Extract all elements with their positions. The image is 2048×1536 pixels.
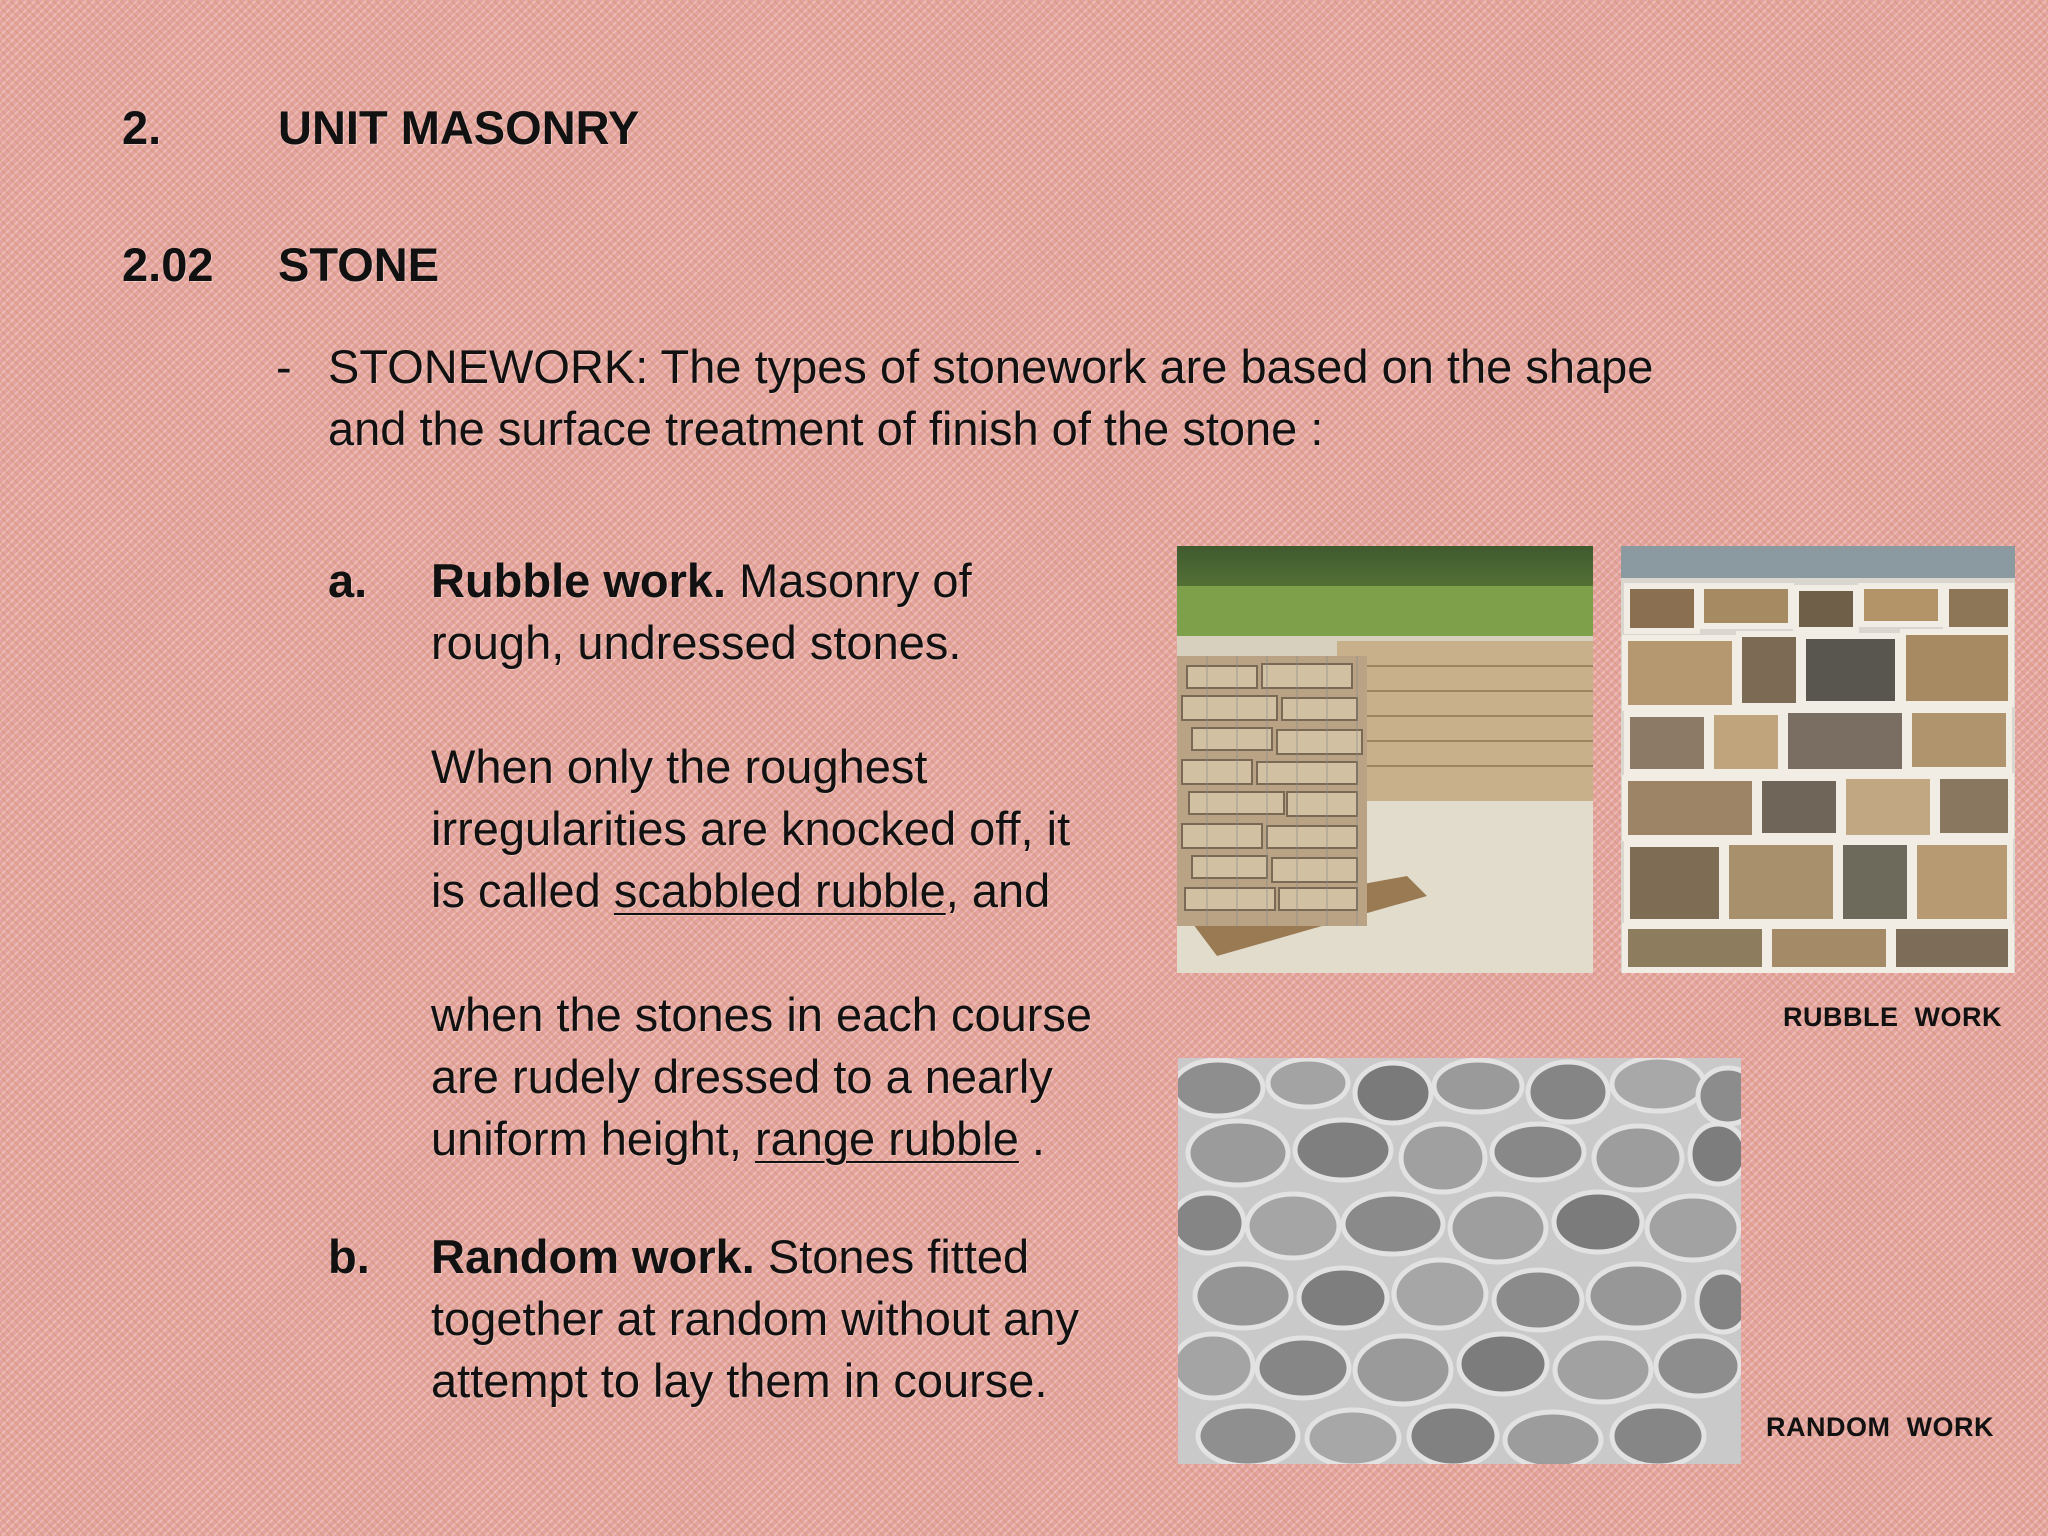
- item-a-line: uniform height, range rubble .: [431, 1112, 1045, 1165]
- intro-bullet: -: [276, 340, 292, 393]
- subsection-number: 2.02: [122, 238, 214, 291]
- random-work-photo: [1178, 1058, 1741, 1464]
- item-b-marker: b.: [328, 1230, 370, 1283]
- item-a-marker: a.: [328, 554, 368, 607]
- subsection-title: STONE: [278, 238, 440, 291]
- item-a-line: are rudely dressed to a nearly: [431, 1050, 1053, 1103]
- rubble-cage-photo: [1177, 546, 1593, 973]
- intro-paragraph: [328, 336, 1828, 460]
- item-a-line: When only the roughest: [431, 740, 928, 793]
- item-b-line: Random work. Stones fitted: [431, 1230, 1030, 1283]
- item-b-bold: Random work.: [431, 1230, 755, 1283]
- scabbled-rubble-term: scabbled rubble: [613, 864, 946, 917]
- item-a-line: when the stones in each course: [431, 988, 1093, 1041]
- intro-line: STONEWORK: The types of stonework are based on the shape: [328, 340, 1654, 393]
- rubble-work-caption: RUBBLE WORK: [1783, 1002, 2002, 1032]
- item-a-line: irregularities are knocked off, it: [431, 802, 1071, 855]
- item-b-line: attempt to lay them in course.: [431, 1354, 1048, 1407]
- item-a-text: [431, 550, 1171, 1170]
- section-title: UNIT MASONRY: [278, 101, 640, 154]
- intro-line: and the surface treatment of finish of the stone :: [328, 402, 1324, 455]
- item-b-text: [431, 1226, 1171, 1412]
- section-number: 2.: [122, 101, 162, 154]
- item-a-line: [431, 550, 1171, 612]
- item-a-line: is called scabbled rubble, and: [431, 864, 1051, 917]
- random-work-caption: RANDOM WORK: [1766, 1412, 1994, 1442]
- item-b-line: together at random without any: [431, 1292, 1079, 1345]
- item-a-bold: Rubble work.: [431, 554, 727, 607]
- item-a-rest: Masonry of: [726, 554, 972, 607]
- item-a-line: rough, undressed stones.: [431, 616, 962, 669]
- range-rubble-term: range rubble: [754, 1112, 1019, 1165]
- rubble-wall-photo: [1621, 546, 2015, 973]
